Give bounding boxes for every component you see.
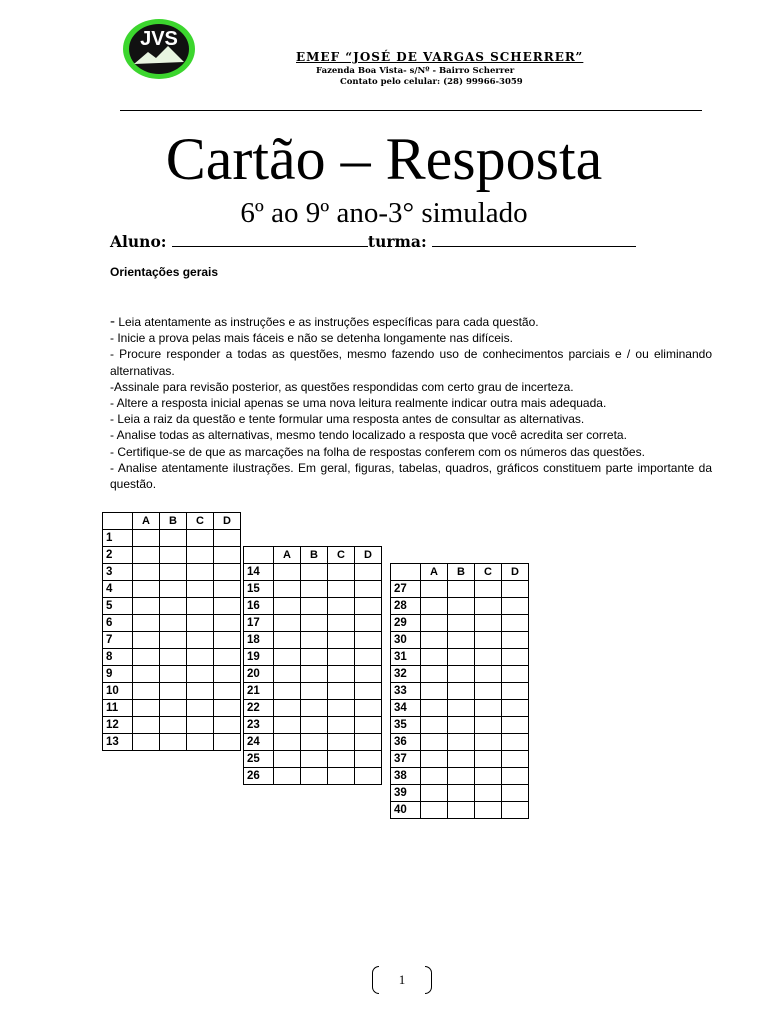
answer-table-header [391, 564, 529, 581]
answer-bubble-cell[interactable] [160, 547, 187, 564]
answer-bubble-cell[interactable] [448, 768, 475, 785]
answer-bubble-cell[interactable] [274, 700, 301, 717]
answer-row [103, 683, 241, 700]
answer-bubble-cell[interactable] [448, 734, 475, 751]
answer-bubble-cell[interactable] [301, 564, 328, 581]
answer-row [244, 734, 382, 751]
answer-bubble-cell[interactable] [328, 734, 355, 751]
answer-bubble-cell[interactable] [355, 632, 382, 649]
answer-bubble-cell[interactable] [301, 768, 328, 785]
answer-bubble-cell[interactable] [274, 615, 301, 632]
school-contact: Contato pelo celular: (28) 99966-3059 [340, 77, 523, 87]
answer-bubble-cell[interactable] [214, 717, 241, 734]
answer-bubble-cell[interactable] [187, 581, 214, 598]
page-number [372, 966, 432, 994]
answer-bubble-cell[interactable] [502, 666, 529, 683]
answer-row [244, 598, 382, 615]
answer-bubble-cell[interactable] [160, 683, 187, 700]
answer-bubble-cell[interactable] [502, 581, 529, 598]
answer-bubble-cell[interactable] [187, 564, 214, 581]
school-address: Fazenda Boa Vista- s/Nº - Bairro Scherrer [316, 66, 515, 76]
answer-bubble-cell[interactable] [502, 683, 529, 700]
answer-table-2 [243, 546, 382, 785]
answer-bubble-cell[interactable] [502, 734, 529, 751]
answer-bubble-cell[interactable] [274, 649, 301, 666]
answer-bubble-cell[interactable] [187, 734, 214, 751]
answer-bubble-cell[interactable] [355, 700, 382, 717]
answer-bubble-cell[interactable] [448, 785, 475, 802]
answer-bubble-cell[interactable] [187, 666, 214, 683]
question-number: 37 [391, 751, 421, 768]
answer-bubble-cell[interactable] [421, 717, 448, 734]
answer-bubble-cell[interactable] [133, 530, 160, 547]
answer-table-header [103, 513, 241, 530]
answer-bubble-cell[interactable] [133, 700, 160, 717]
student-name-label: Aluno: [110, 232, 167, 251]
answer-bubble-cell[interactable] [355, 666, 382, 683]
answer-bubble-cell[interactable] [160, 530, 187, 547]
answer-bubble-cell[interactable] [475, 683, 502, 700]
answer-bubble-cell[interactable] [502, 768, 529, 785]
answer-bubble-cell[interactable] [448, 632, 475, 649]
answer-bubble-cell[interactable] [274, 564, 301, 581]
answer-row [103, 564, 241, 581]
answer-bubble-cell[interactable] [355, 751, 382, 768]
option-header: A [133, 513, 160, 530]
header-corner-cell [103, 513, 133, 530]
question-number: 23 [244, 717, 274, 734]
answer-row [391, 598, 529, 615]
guidance-item [110, 346, 712, 378]
question-number: 17 [244, 615, 274, 632]
option-header: D [355, 547, 382, 564]
question-number: 14 [244, 564, 274, 581]
question-number: 18 [244, 632, 274, 649]
question-number: 34 [391, 700, 421, 717]
answer-bubble-cell[interactable] [328, 683, 355, 700]
student-name-field[interactable] [172, 232, 368, 247]
answer-row [244, 666, 382, 683]
answer-bubble-cell[interactable] [274, 717, 301, 734]
school-header [290, 50, 630, 87]
answer-bubble-cell[interactable] [475, 581, 502, 598]
question-number: 28 [391, 598, 421, 615]
answer-bubble-cell[interactable] [187, 598, 214, 615]
answer-bubble-cell[interactable] [187, 700, 214, 717]
answer-bubble-cell[interactable] [133, 717, 160, 734]
answer-row [103, 581, 241, 598]
answer-bubble-cell[interactable] [421, 666, 448, 683]
school-name: EMEF “JOSÉ DE VARGAS SCHERRER” [296, 50, 584, 64]
option-header: D [502, 564, 529, 581]
question-number: 26 [244, 768, 274, 785]
answer-bubble-cell[interactable] [421, 598, 448, 615]
question-number: 1 [103, 530, 133, 547]
answer-row [391, 700, 529, 717]
answer-bubble-cell[interactable] [301, 683, 328, 700]
answer-bubble-cell[interactable] [448, 581, 475, 598]
guidance-item [110, 460, 712, 492]
question-number: 7 [103, 632, 133, 649]
answer-bubble-cell[interactable] [475, 751, 502, 768]
answer-bubble-cell[interactable] [448, 751, 475, 768]
answer-table-1 [102, 512, 241, 751]
answer-bubble-cell[interactable] [274, 734, 301, 751]
answer-bubble-cell[interactable] [328, 717, 355, 734]
page-subtitle: 6º ao 9º ano-3° simulado [240, 197, 528, 229]
answer-bubble-cell[interactable] [133, 564, 160, 581]
header-corner-cell [244, 547, 274, 564]
option-header: B [301, 547, 328, 564]
answer-bubble-cell[interactable] [502, 785, 529, 802]
answer-bubble-cell[interactable] [133, 632, 160, 649]
answer-bubble-cell[interactable] [187, 615, 214, 632]
question-number: 5 [103, 598, 133, 615]
answer-row [391, 581, 529, 598]
answer-bubble-cell[interactable] [301, 615, 328, 632]
question-number: 29 [391, 615, 421, 632]
answer-table-3 [390, 563, 529, 819]
question-number: 40 [391, 802, 421, 819]
answer-table-header [244, 547, 382, 564]
answer-bubble-cell[interactable] [160, 649, 187, 666]
answer-row [391, 751, 529, 768]
answer-bubble-cell[interactable] [301, 632, 328, 649]
answer-bubble-cell[interactable] [274, 632, 301, 649]
answer-bubble-cell[interactable] [475, 632, 502, 649]
question-number: 15 [244, 581, 274, 598]
answer-bubble-cell[interactable] [133, 615, 160, 632]
answer-bubble-cell[interactable] [301, 734, 328, 751]
answer-bubble-cell[interactable] [328, 751, 355, 768]
answer-bubble-cell[interactable] [160, 581, 187, 598]
guidance-item-text: - Procure responder a todas as questões, mesmo fazendo uso de conhecimentos parciais e / ou eliminando alternativas. [110, 347, 712, 378]
answer-bubble-cell[interactable] [448, 717, 475, 734]
answer-row [103, 632, 241, 649]
answer-row [244, 581, 382, 598]
answer-bubble-cell[interactable] [475, 649, 502, 666]
answer-bubble-cell[interactable] [502, 700, 529, 717]
answer-bubble-cell[interactable] [421, 700, 448, 717]
guidance-item-text: - Inicie a prova pelas mais fáceis e não se detenha longamente nas difíceis. [110, 331, 513, 346]
answer-bubble-cell[interactable] [187, 717, 214, 734]
header-divider [120, 110, 702, 111]
answer-bubble-cell[interactable] [274, 683, 301, 700]
answer-row [244, 615, 382, 632]
answer-bubble-cell[interactable] [133, 547, 160, 564]
answer-bubble-cell[interactable] [475, 785, 502, 802]
option-header: C [475, 564, 502, 581]
answer-bubble-cell[interactable] [475, 598, 502, 615]
answer-bubble-cell[interactable] [448, 598, 475, 615]
answer-row [103, 700, 241, 717]
answer-row [244, 768, 382, 785]
guidance-item-text: - Analise atentamente ilustrações. Em geral, figuras, tabelas, quadros, gráficos constituem parte importante da questão. [110, 460, 712, 492]
answer-bubble-cell[interactable] [421, 615, 448, 632]
answer-bubble-cell[interactable] [328, 615, 355, 632]
option-header: B [160, 513, 187, 530]
answer-bubble-cell[interactable] [448, 802, 475, 819]
answer-bubble-cell[interactable] [187, 649, 214, 666]
guidance-item [110, 314, 712, 330]
question-number: 6 [103, 615, 133, 632]
answer-bubble-cell[interactable] [502, 649, 529, 666]
answer-bubble-cell[interactable] [448, 683, 475, 700]
question-number: 27 [391, 581, 421, 598]
answer-bubble-cell[interactable] [355, 768, 382, 785]
question-number: 31 [391, 649, 421, 666]
answer-bubble-cell[interactable] [301, 717, 328, 734]
answer-bubble-cell[interactable] [187, 530, 214, 547]
answer-row [103, 530, 241, 547]
answer-bubble-cell[interactable] [214, 598, 241, 615]
answer-bubble-cell[interactable] [328, 666, 355, 683]
answer-bubble-cell[interactable] [214, 581, 241, 598]
answer-bubble-cell[interactable] [355, 717, 382, 734]
question-number: 25 [244, 751, 274, 768]
question-number: 38 [391, 768, 421, 785]
answer-bubble-cell[interactable] [274, 751, 301, 768]
answer-bubble-cell[interactable] [328, 700, 355, 717]
answer-bubble-cell[interactable] [421, 734, 448, 751]
guidance-list [110, 314, 712, 492]
answer-bubble-cell[interactable] [160, 666, 187, 683]
answer-bubble-cell[interactable] [301, 700, 328, 717]
answer-row [391, 683, 529, 700]
answer-row [103, 615, 241, 632]
page-number-text: 1 [398, 972, 406, 987]
answer-bubble-cell[interactable] [475, 700, 502, 717]
question-number: 10 [103, 683, 133, 700]
answer-bubble-cell[interactable] [160, 632, 187, 649]
answer-bubble-cell[interactable] [328, 649, 355, 666]
guidance-item-text: Leia atentamente as instruções e as instruções específicas para cada questão. [115, 315, 539, 329]
guidance-item [110, 427, 712, 443]
question-number: 21 [244, 683, 274, 700]
question-number: 9 [103, 666, 133, 683]
answer-row [391, 717, 529, 734]
question-number: 11 [103, 700, 133, 717]
answer-row [391, 649, 529, 666]
answer-bubble-cell[interactable] [328, 598, 355, 615]
option-header: B [448, 564, 475, 581]
answer-bubble-cell[interactable] [214, 649, 241, 666]
question-number: 16 [244, 598, 274, 615]
answer-bubble-cell[interactable] [301, 581, 328, 598]
question-number: 33 [391, 683, 421, 700]
answer-bubble-cell[interactable] [448, 666, 475, 683]
question-number: 30 [391, 632, 421, 649]
question-number: 24 [244, 734, 274, 751]
answer-bubble-cell[interactable] [133, 649, 160, 666]
answer-bubble-cell[interactable] [475, 802, 502, 819]
answer-bubble-cell[interactable] [187, 683, 214, 700]
answer-bubble-cell[interactable] [160, 615, 187, 632]
answer-bubble-cell[interactable] [160, 700, 187, 717]
answer-row [391, 785, 529, 802]
question-number: 22 [244, 700, 274, 717]
option-header: A [274, 547, 301, 564]
option-header: D [214, 513, 241, 530]
answer-row [391, 632, 529, 649]
answer-bubble-cell[interactable] [355, 683, 382, 700]
answer-row [391, 734, 529, 751]
guidance-item [110, 330, 712, 346]
answer-bubble-cell[interactable] [274, 581, 301, 598]
option-header: C [328, 547, 355, 564]
question-number: 32 [391, 666, 421, 683]
answer-row [244, 564, 382, 581]
answer-bubble-cell[interactable] [421, 785, 448, 802]
logo-text: JVS [140, 28, 178, 50]
answer-bubble-cell[interactable] [160, 734, 187, 751]
student-info-line [110, 232, 636, 251]
guidance-item-text: -Assinale para revisão posterior, as questões respondidas com certo grau de incerteza. [110, 379, 574, 394]
answer-bubble-cell[interactable] [421, 632, 448, 649]
guidance-dash: - [110, 313, 115, 330]
answer-row [244, 751, 382, 768]
answer-bubble-cell[interactable] [274, 666, 301, 683]
answer-bubble-cell[interactable] [502, 598, 529, 615]
answer-bubble-cell[interactable] [502, 632, 529, 649]
answer-row [244, 717, 382, 734]
question-number: 12 [103, 717, 133, 734]
answer-bubble-cell[interactable] [421, 751, 448, 768]
answer-bubble-cell[interactable] [214, 547, 241, 564]
answer-bubble-cell[interactable] [448, 700, 475, 717]
answer-bubble-cell[interactable] [214, 700, 241, 717]
answer-bubble-cell[interactable] [475, 734, 502, 751]
answer-bubble-cell[interactable] [133, 666, 160, 683]
answer-bubble-cell[interactable] [355, 564, 382, 581]
question-number: 19 [244, 649, 274, 666]
guidance-item-text: - Altere a resposta inicial apenas se uma nova leitura realmente indicar outra mais adequada. [110, 396, 607, 411]
answer-bubble-cell[interactable] [328, 632, 355, 649]
class-field[interactable] [432, 232, 636, 247]
question-number: 8 [103, 649, 133, 666]
question-number: 35 [391, 717, 421, 734]
answer-bubble-cell[interactable] [421, 802, 448, 819]
answer-bubble-cell[interactable] [502, 717, 529, 734]
answer-row [103, 547, 241, 564]
answer-row [103, 734, 241, 751]
answer-bubble-cell[interactable] [133, 683, 160, 700]
answer-bubble-cell[interactable] [214, 734, 241, 751]
answer-row [391, 615, 529, 632]
answer-row [244, 683, 382, 700]
answer-bubble-cell[interactable] [214, 666, 241, 683]
answer-bubble-cell[interactable] [301, 666, 328, 683]
answer-row [103, 717, 241, 734]
answer-bubble-cell[interactable] [475, 615, 502, 632]
question-number: 2 [103, 547, 133, 564]
answer-bubble-cell[interactable] [160, 598, 187, 615]
question-number: 20 [244, 666, 274, 683]
answer-bubble-cell[interactable] [160, 564, 187, 581]
guidance-item [110, 444, 712, 460]
answer-bubble-cell[interactable] [133, 581, 160, 598]
answer-row [391, 666, 529, 683]
question-number: 39 [391, 785, 421, 802]
page-number-bracket-right [425, 966, 432, 994]
page-title: Cartão – Resposta [165, 126, 603, 192]
class-label: turma: [367, 232, 427, 251]
answer-bubble-cell[interactable] [274, 768, 301, 785]
answer-bubble-cell[interactable] [448, 649, 475, 666]
answer-row [103, 666, 241, 683]
guidance-title: Orientações gerais [110, 265, 219, 279]
answer-bubble-cell[interactable] [301, 751, 328, 768]
answer-bubble-cell[interactable] [214, 615, 241, 632]
guidance-item [110, 395, 712, 411]
answer-row [103, 649, 241, 666]
guidance-item-text: - Certifique-se de que as marcações na folha de respostas conferem com os números das questões. [110, 444, 645, 459]
answer-bubble-cell[interactable] [328, 581, 355, 598]
question-number: 3 [103, 564, 133, 581]
school-logo [122, 18, 196, 80]
answer-bubble-cell[interactable] [421, 768, 448, 785]
answer-bubble-cell[interactable] [355, 581, 382, 598]
answer-bubble-cell[interactable] [214, 632, 241, 649]
answer-bubble-cell[interactable] [301, 598, 328, 615]
question-number: 36 [391, 734, 421, 751]
answer-bubble-cell[interactable] [274, 598, 301, 615]
header-corner-cell [391, 564, 421, 581]
answer-bubble-cell[interactable] [301, 649, 328, 666]
answer-bubble-cell[interactable] [187, 547, 214, 564]
guidance-item-text: - Leia a raiz da questão e tente formular uma resposta antes de consultar as alternativas. [110, 412, 585, 427]
answer-bubble-cell[interactable] [355, 649, 382, 666]
answer-row [244, 649, 382, 666]
answer-bubble-cell[interactable] [355, 598, 382, 615]
answer-bubble-cell[interactable] [133, 598, 160, 615]
answer-row [244, 700, 382, 717]
answer-bubble-cell[interactable] [214, 530, 241, 547]
option-header: A [421, 564, 448, 581]
answer-bubble-cell[interactable] [421, 683, 448, 700]
answer-bubble-cell[interactable] [448, 615, 475, 632]
answer-bubble-cell[interactable] [328, 768, 355, 785]
answer-bubble-cell[interactable] [502, 751, 529, 768]
answer-row [103, 598, 241, 615]
answer-bubble-cell[interactable] [421, 581, 448, 598]
answer-bubble-cell[interactable] [214, 564, 241, 581]
answer-bubble-cell[interactable] [475, 768, 502, 785]
guidance-item [110, 411, 712, 427]
answer-bubble-cell[interactable] [421, 649, 448, 666]
answer-bubble-cell[interactable] [475, 666, 502, 683]
answer-bubble-cell[interactable] [160, 717, 187, 734]
answer-bubble-cell[interactable] [502, 615, 529, 632]
answer-bubble-cell[interactable] [214, 683, 241, 700]
answer-bubble-cell[interactable] [328, 564, 355, 581]
answer-bubble-cell[interactable] [133, 734, 160, 751]
answer-bubble-cell[interactable] [502, 802, 529, 819]
guidance-item-text: - Analise todas as alternativas, mesmo tendo localizado a resposta que você acredita ser correta. [110, 428, 627, 443]
option-header: C [187, 513, 214, 530]
answer-bubble-cell[interactable] [187, 632, 214, 649]
answer-row [391, 802, 529, 819]
guidance-item [110, 379, 712, 395]
question-number: 13 [103, 734, 133, 751]
answer-row [391, 768, 529, 785]
answer-bubble-cell[interactable] [475, 717, 502, 734]
answer-bubble-cell[interactable] [355, 734, 382, 751]
question-number: 4 [103, 581, 133, 598]
answer-row [244, 632, 382, 649]
answer-bubble-cell[interactable] [355, 615, 382, 632]
